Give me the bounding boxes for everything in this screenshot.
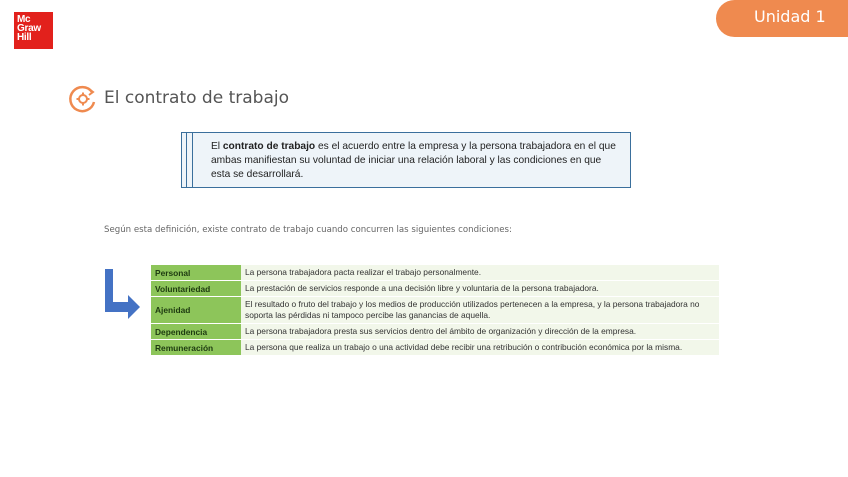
condition-name: Dependencia <box>151 324 241 340</box>
condition-name: Remuneración <box>151 340 241 356</box>
arrow-right-icon <box>102 268 142 320</box>
condition-text: La persona trabajadora pacta realizar el trabajo personalmente. <box>241 265 719 281</box>
definition-text: El contrato de trabajo es el acuerdo entre la empresa y la persona trabajadora en el que ambas manifiestan su voluntad de iniciar una relación laboral y las condiciones en que esta se desarrollará. <box>211 141 616 180</box>
definition-bar <box>192 133 193 187</box>
table-row <box>151 340 719 356</box>
definition-bar <box>186 133 187 187</box>
definition-box <box>181 132 631 188</box>
conditions-table <box>151 265 719 356</box>
condition-text: La persona trabajadora presta sus servicios dentro del ámbito de organización y dirección de la empresa. <box>241 324 719 340</box>
intro-text: Según esta definición, existe contrato de trabajo cuando concurren las siguientes condiciones: <box>104 225 512 235</box>
table-row <box>151 265 719 281</box>
table-row <box>151 297 719 324</box>
page-title: El contrato de trabajo <box>104 88 289 108</box>
condition-name: Personal <box>151 265 241 281</box>
table-row <box>151 281 719 297</box>
table-row <box>151 324 719 340</box>
mcgraw-hill-logo: Mc Graw Hill <box>14 12 53 49</box>
condition-name: Ajenidad <box>151 297 241 324</box>
definition-term: contrato de trabajo <box>222 141 316 152</box>
unit-tab[interactable]: Unidad 1 <box>716 0 848 37</box>
condition-name: Voluntariedad <box>151 281 241 297</box>
gear-cycle-icon <box>68 84 98 114</box>
condition-text: La persona que realiza un trabajo o una actividad debe recibir una retribución o contribución económica por la misma. <box>241 340 719 356</box>
condition-text: El resultado o fruto del trabajo y los medios de producción utilizados pertenecen a la empresa, y la persona trabajadora no soporta las pérdidas ni tampoco percibe las ganancias de aquella. <box>241 297 719 324</box>
condition-text: La prestación de servicios responde a una decisión libre y voluntaria de la persona trabajadora. <box>241 281 719 297</box>
